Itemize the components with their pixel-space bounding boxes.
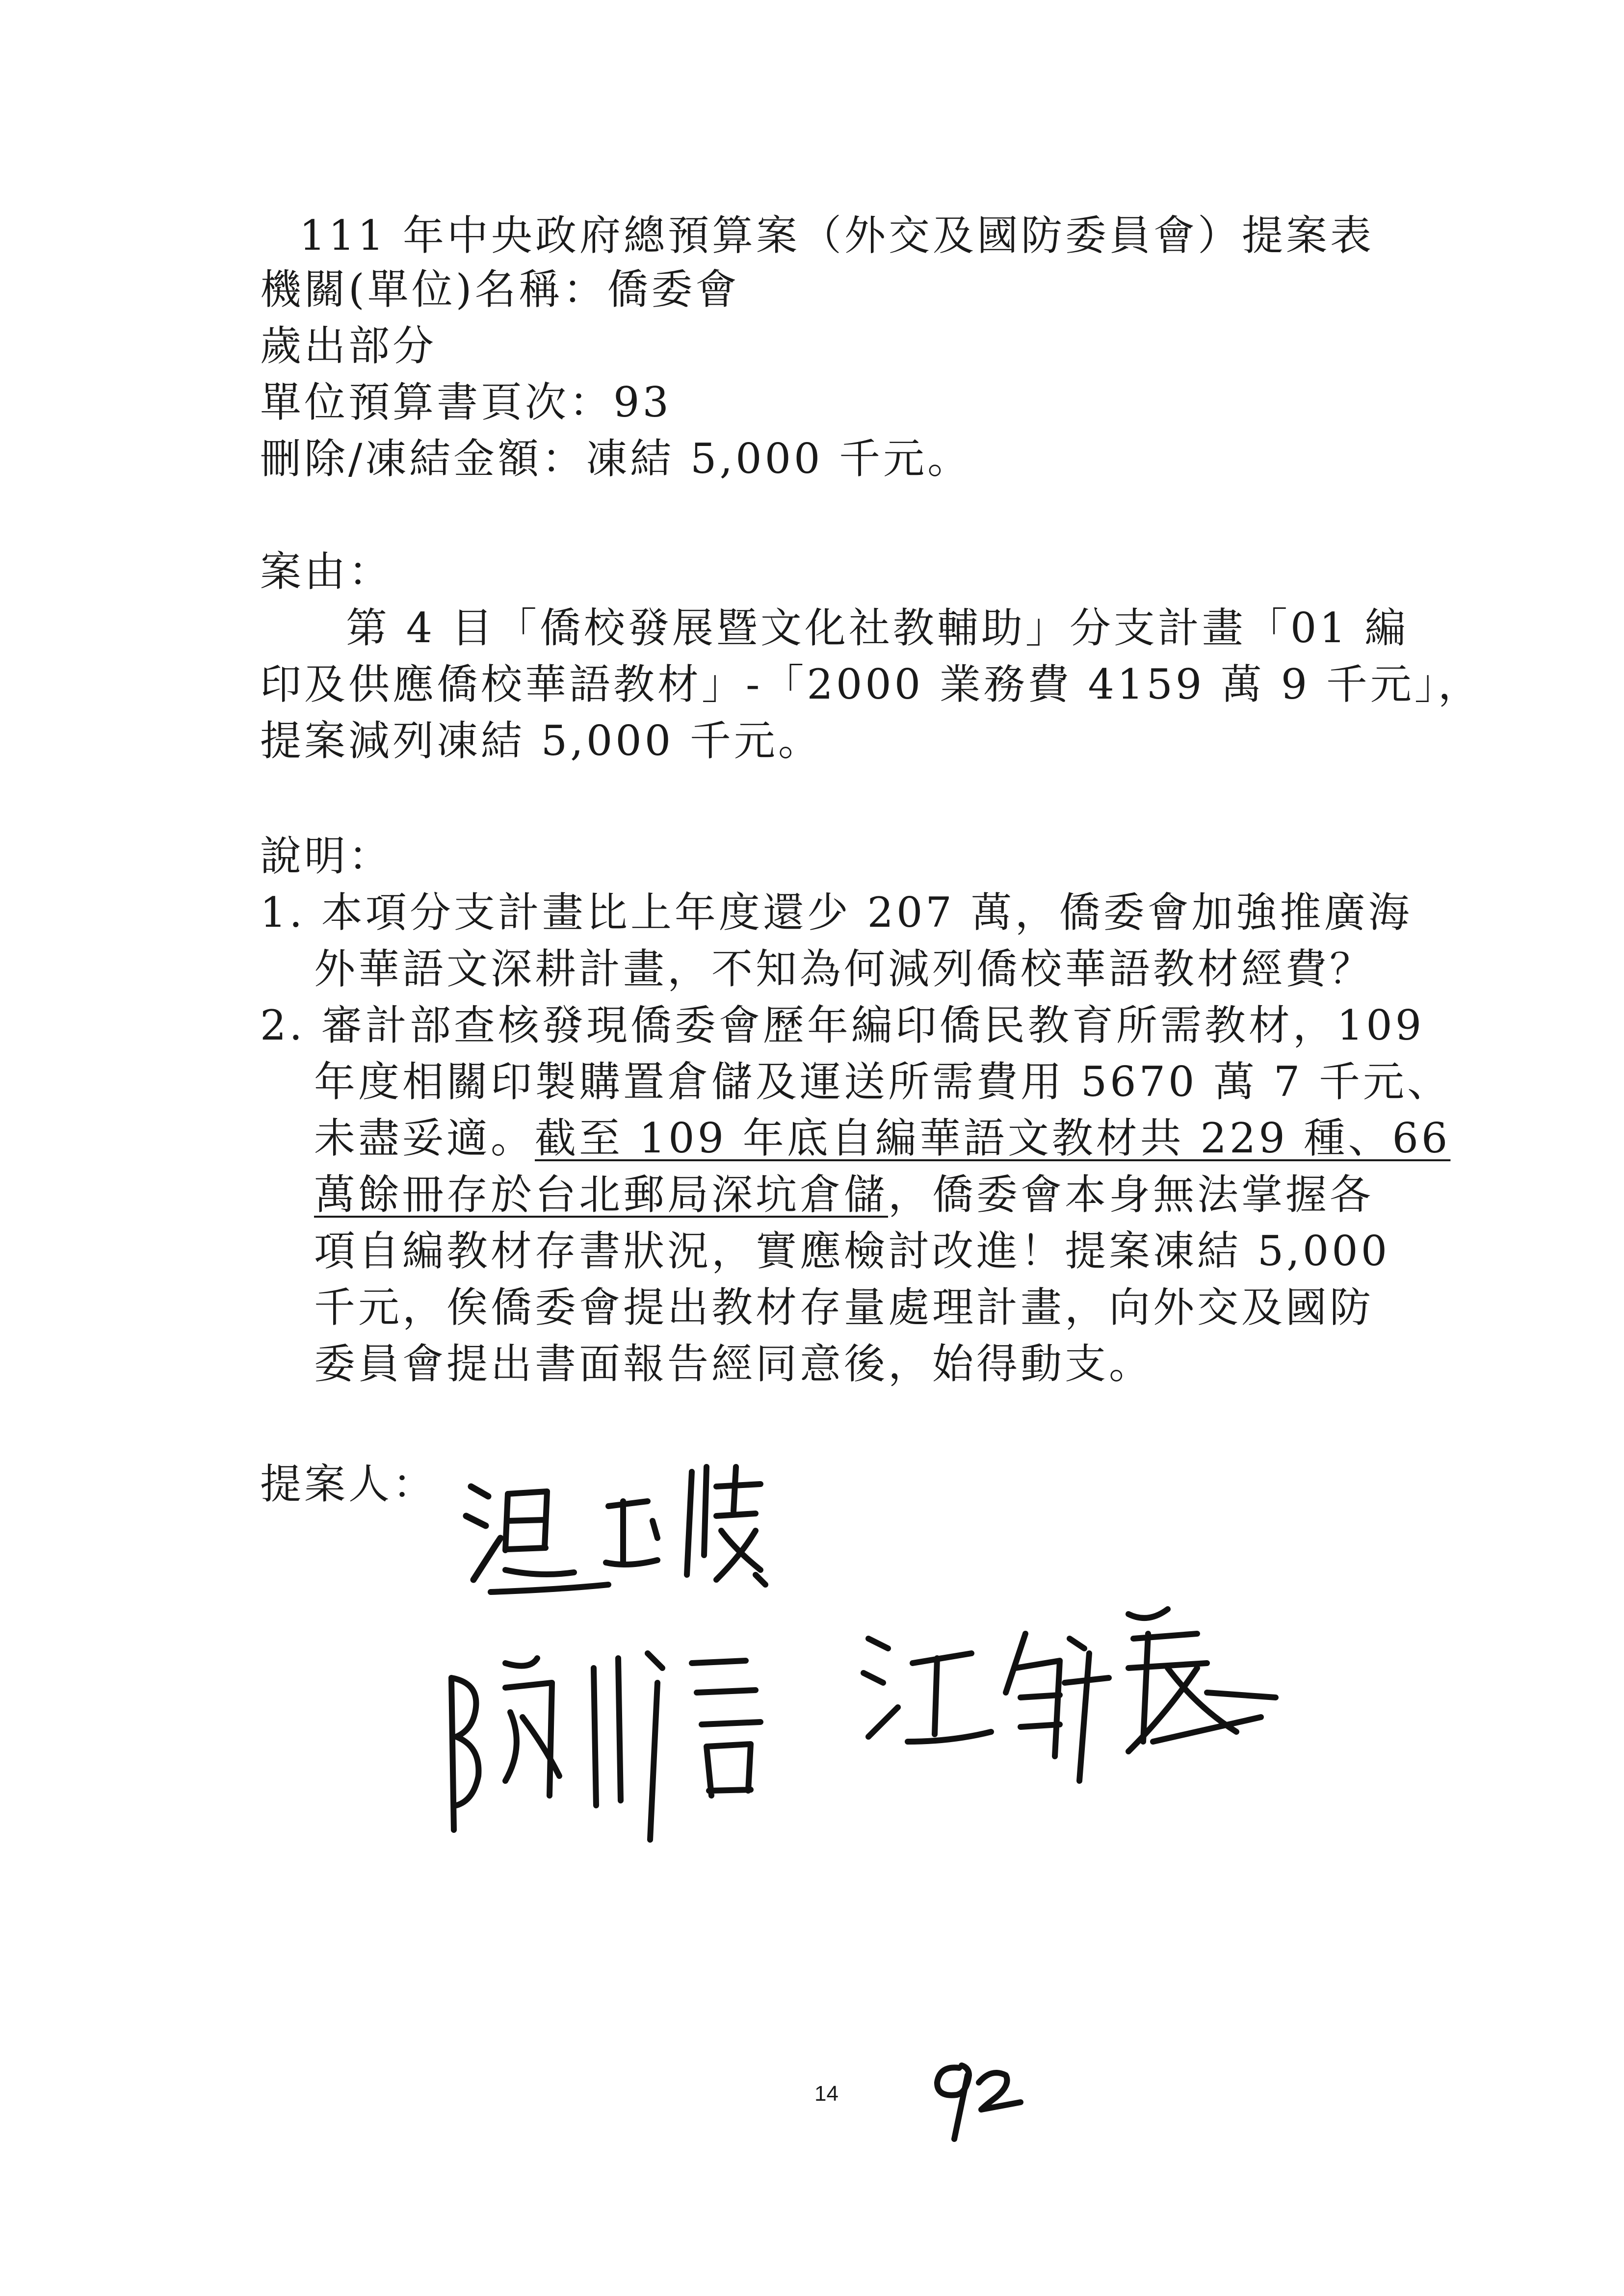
explanation-item-2-continued: [314, 1168, 1374, 1222]
explanation-heading: 說明：: [260, 832, 393, 880]
explanation-item-1: 1. 本項分支計畫比上年度還少 207 萬，僑委會加強推廣海: [260, 888, 1413, 937]
page-number: 14: [814, 2082, 838, 2106]
document-title: 111 年中央政府總預算案（外交及國防委員會）提案表: [299, 211, 1375, 260]
section-label: 歲出部分: [260, 322, 437, 370]
reason-line: 提案減列凍結 5,000 千元。: [260, 717, 822, 765]
explanation-item-2-continued: 項自編教材存書狀況，實應檢討改進！提案凍結 5,000: [314, 1227, 1390, 1275]
underlined-text: 截至 109 年底自編華語文教材共 229 種、66: [535, 1114, 1451, 1162]
freeze-amount: 刪除/凍結金額：凍結 5,000 千元。: [260, 435, 972, 483]
explanation-item-1-continued: 外華語文深耕計畫，不知為何減列僑校華語教材經費？: [314, 945, 1374, 993]
explanation-item-2-continued: 委員會提出書面報告經同意後，始得動支。: [314, 1340, 1153, 1388]
proposer-label: 提案人：: [260, 1460, 437, 1508]
explanation-item-2-continued: 千元，俟僑委會提出教材存量處理計畫，向外交及國防: [314, 1283, 1374, 1331]
explanation-item-2-continued: [314, 1111, 1450, 1165]
handwritten-page-number: [913, 2056, 1030, 2144]
budget-page-reference: 單位預算書頁次：93: [260, 378, 672, 426]
signature-3: [854, 1594, 1295, 1800]
signature-1: [461, 1457, 814, 1599]
plain-text: ，僑委會本身無法掌握各: [888, 1171, 1374, 1219]
plain-text: 未盡妥適。: [314, 1114, 535, 1162]
explanation-item-2-continued: 年度相關印製購置倉儲及運送所需費用 5670 萬 7 千元、: [314, 1058, 1452, 1106]
reason-line: 印及供應僑校華語教材」-「2000 業務費 4159 萬 9 千元」，: [260, 660, 1482, 708]
signature-2: [432, 1634, 814, 1845]
reason-heading: 案由：: [260, 548, 393, 596]
underlined-text: 萬餘冊存於台北郵局深坑倉儲: [314, 1171, 889, 1219]
agency-name: 機關(單位)名稱：僑委會: [260, 265, 740, 313]
reason-line: 第 4 目「僑校發展暨文化社教輔助」分支計畫「01 編: [346, 604, 1409, 652]
explanation-item-2: 2. 審計部查核發現僑委會歷年編印僑民教育所需教材，109: [260, 1001, 1425, 1049]
